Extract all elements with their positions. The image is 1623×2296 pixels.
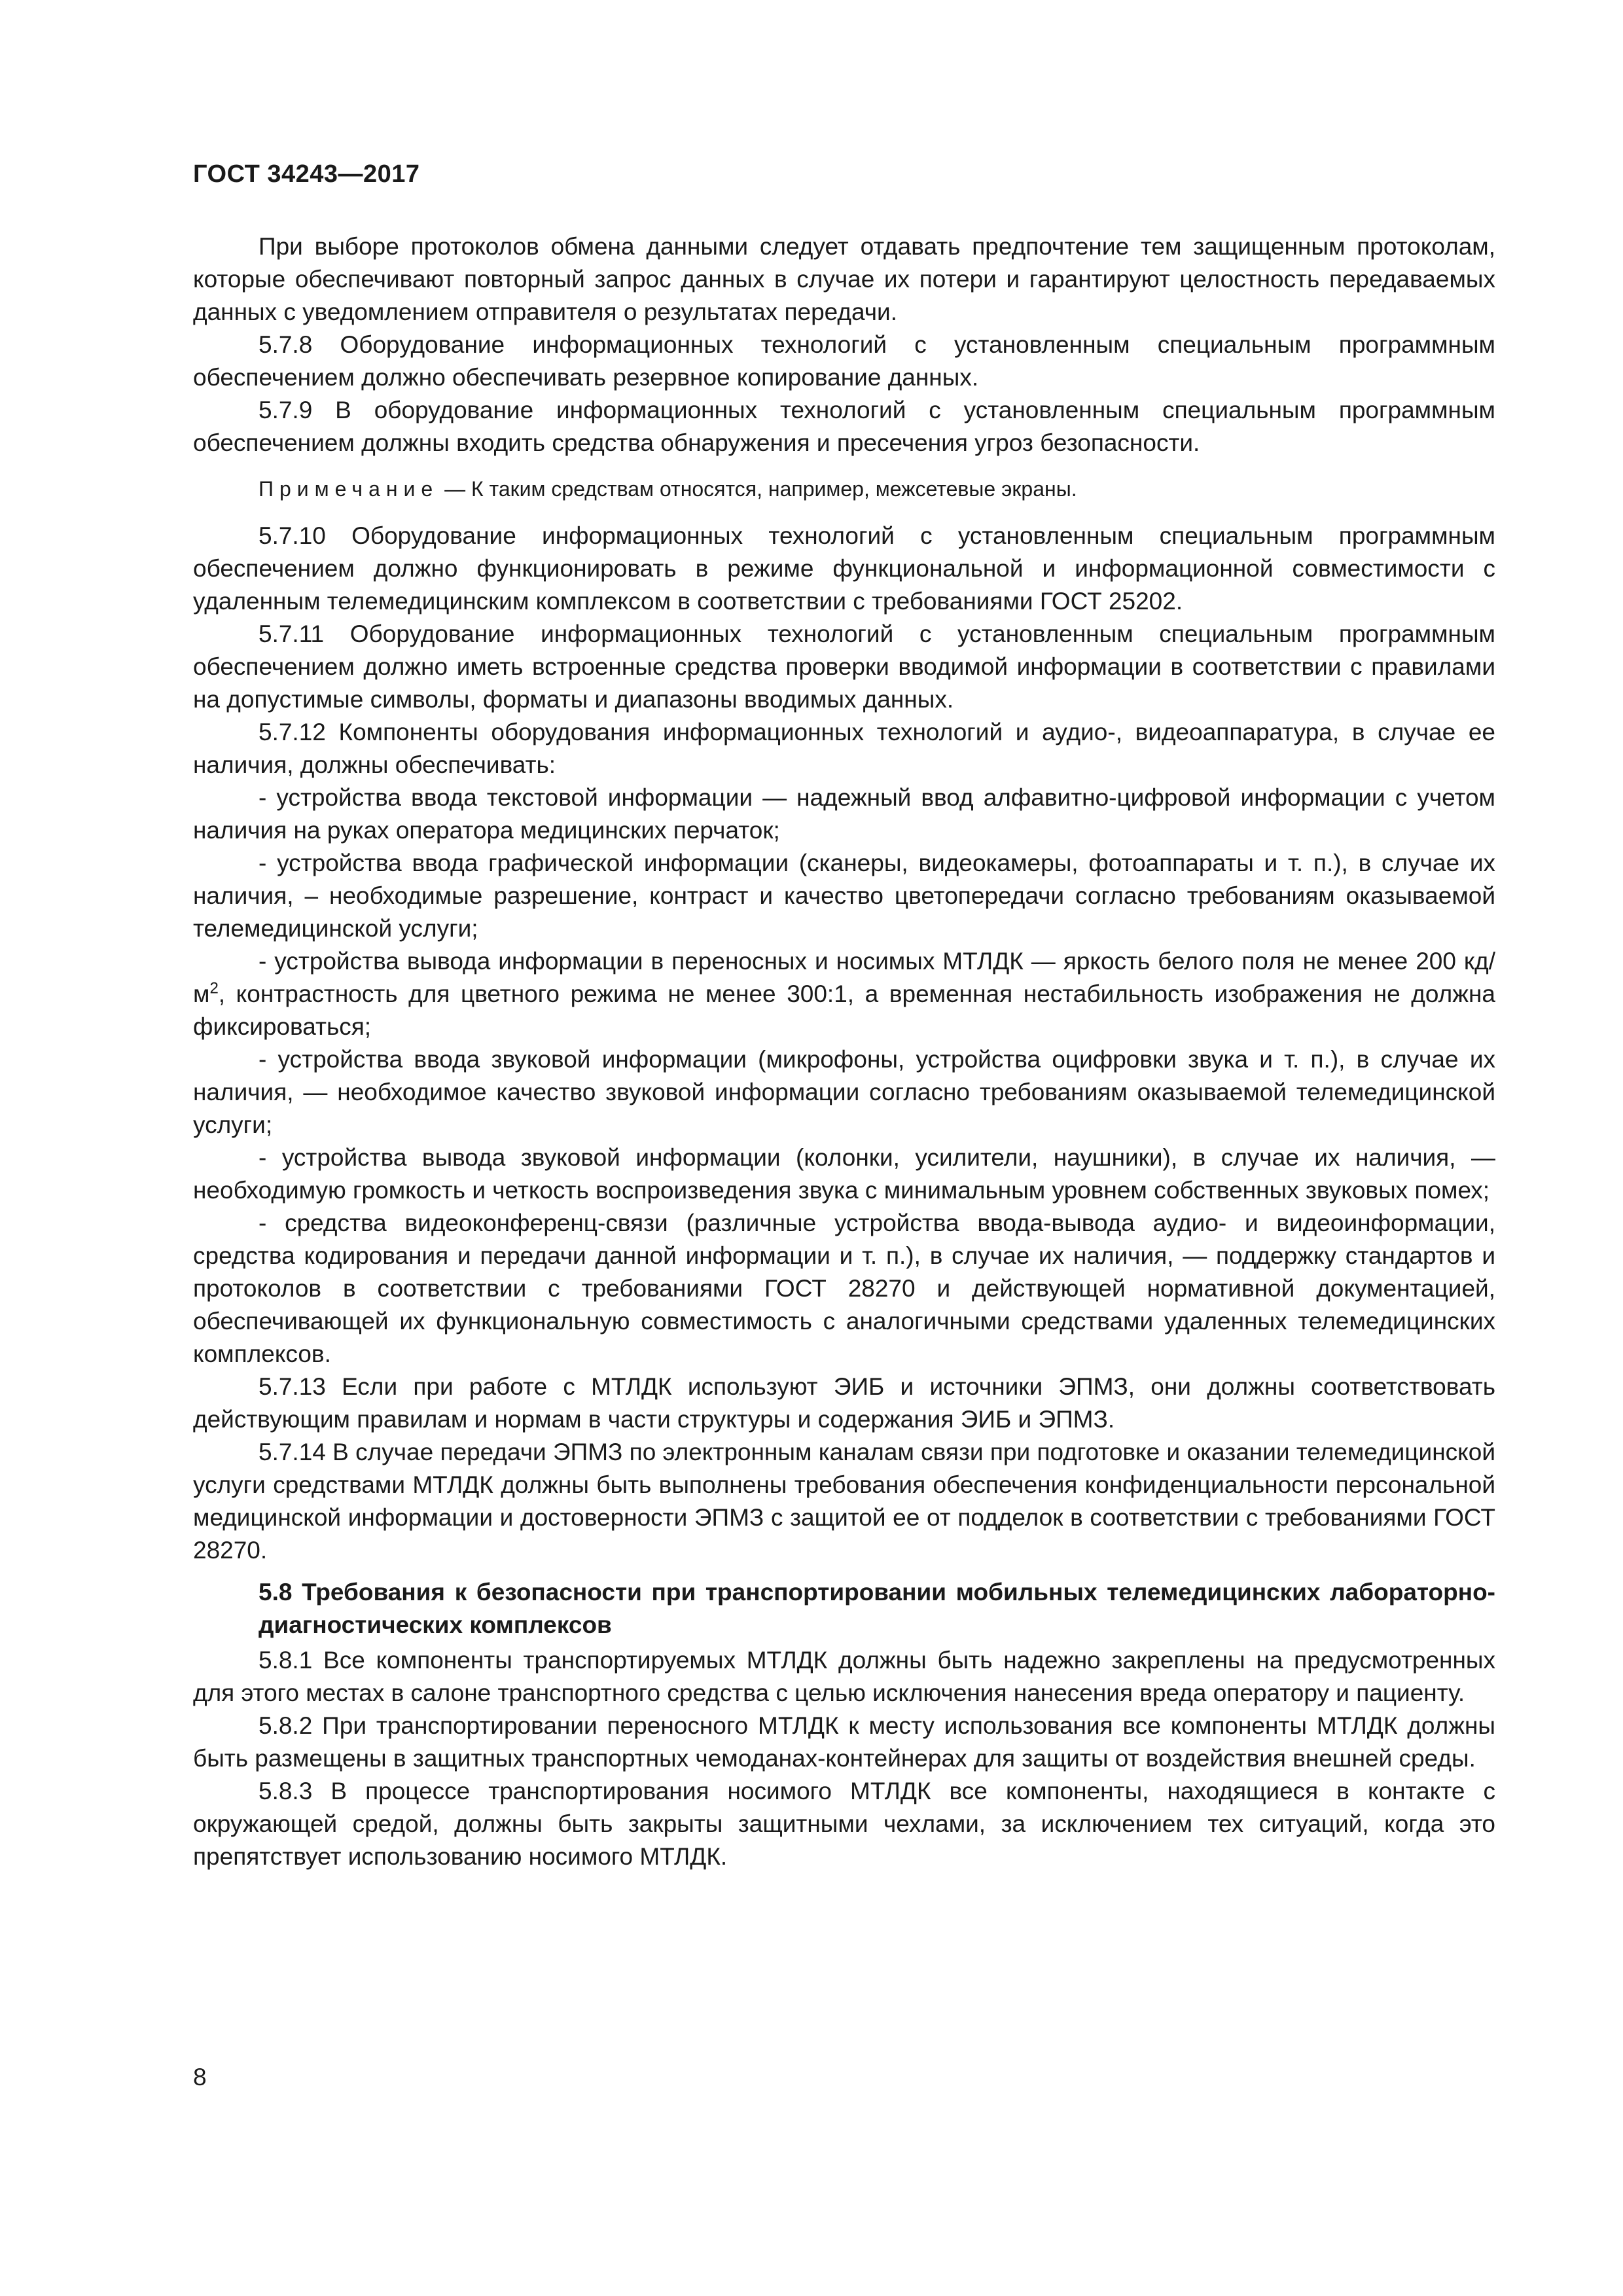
clause-5-7-12: 5.7.12 Компоненты оборудования информационных технологий и аудио-, видеоаппаратура, в случае ее наличия, должны обеспечивать: [193, 719, 1495, 778]
clause-5-8-2: 5.8.2 При транспортировании переносного МТЛДК к месту использования все компоненты МТЛДК должны быть размещены в защитных транспортных чемоданах-контейнерах для защиты от воздействия внешней среды. [193, 1712, 1495, 1772]
clause-5-7-8: 5.7.8 Оборудование информационных технологий с установленным специальным программным обеспечением должно обеспечивать резервное копирование данных. [193, 331, 1495, 391]
list-item-text-input: - устройства ввода текстовой информации — надежный ввод алфавитно-цифровой информации с учетом наличия на руках оператора медицинских перчаток; [193, 784, 1495, 844]
document-body [193, 230, 1495, 1873]
section-heading-5-8: 5.8 Требования к безопасности при транспортировании мобильных телемедицинских лабораторно-диагностических комплексов [259, 1579, 1495, 1638]
list-item-audio-output: - устройства вывода звуковой информации (колонки, усилители, наушники), в случае их наличия, — необходимую громкость и четкость воспроизведения звука с минимальным уровнем собственных звуковых помех; [193, 1144, 1495, 1204]
clause-5-8-1: 5.8.1 Все компоненты транспортируемых МТЛДК должны быть надежно закреплены на предусмотренных для этого местах в салоне транспортного средства с целью исключения нанесения вреда оператору и пациенту. [193, 1647, 1495, 1706]
superscript-2: 2 [209, 979, 219, 997]
list-item-graphic-input: - устройства ввода графической информации (сканеры, видеокамеры, фотоаппараты и т. п.), в случае их наличия, – необходимые разрешение, контраст и качество цветопередачи согласно требованиям оказываемой телемедицинской услуги; [193, 850, 1495, 942]
note [193, 474, 1495, 504]
document-header: ГОСТ 34243—2017 [193, 160, 420, 188]
page-number: 8 [193, 2064, 207, 2090]
clause-5-7-10: 5.7.10 Оборудование информационных технологий с установленным специальным программным обеспечением должно функционировать в режиме функциональной и информационной совместимости с удаленным телемедицинским комплексом в соответствии с требованиями ГОСТ 25202. [193, 522, 1495, 615]
note-label: Примечание [259, 477, 439, 501]
list-item-display-output [193, 945, 1495, 1043]
clause-5-7-14: 5.7.14 В случае передачи ЭПМЗ по электронным каналам связи при подготовке и оказании телемедицинской услуги средствами МТЛДК должны быть выполнены требования обеспечения конфиденциальности персональной медицинской информации и достоверности ЭПМЗ с защитой ее от подделок в соответствии с требованиями ГОСТ 28270. [193, 1439, 1495, 1564]
clause-5-7-9: 5.7.9 В оборудование информационных технологий с установленным специальным программным обеспечением должны входить средства обнаружения и пресечения угроз безопасности. [193, 397, 1495, 456]
clause-5-8-3: 5.8.3 В процессе транспортирования носимого МТЛДК все компоненты, находящиеся в контакте с окружающей средой, должны быть закрыты защитными чехлами, за исключением тех ситуаций, когда это препятствует использованию носимого МТЛДК. [193, 1778, 1495, 1870]
list-item-display-output-b: , контрастность для цветного режима не менее 300:1, а временная нестабильность изображения не должна фиксироваться; [193, 980, 1495, 1040]
clause-5-7-13: 5.7.13 Если при работе с МТЛДК используют ЭИБ и источники ЭПМЗ, они должны соответствовать действующим правилам и нормам в части структуры и содержания ЭИБ и ЭПМЗ. [193, 1373, 1495, 1433]
list-item-audio-input: - устройства ввода звуковой информации (микрофоны, устройства оцифровки звука и т. п.), в случае их наличия, — необходимое качество звуковой информации согласно требованиям оказываемой телемедицинской услуги; [193, 1046, 1495, 1138]
list-item-display-output-a: - устройства вывода информации в переносных и носимых МТЛДК — яркость белого поля не менее 200 кд/м [193, 948, 1495, 1007]
list-item-videoconference: - средства видеоконференц-связи (различные устройства ввода-вывода аудио- и видеоинформации, средства кодирования и передачи данной информации и т. п.), в случае их наличия, — поддержку стандартов и протоколов в соответствии с требованиями ГОСТ 28270 и действующей нормативной документацией, обеспечивающей их функциональную совместимость с аналогичными средствами удаленных телемедицинских комплексов. [193, 1210, 1495, 1367]
note-text: — К таким средствам относятся, например, межсетевые экраны. [438, 477, 1077, 501]
clause-5-7-11: 5.7.11 Оборудование информационных технологий с установленным специальным программным обеспечением должно иметь встроенные средства проверки вводимой информации в соответствии с правилами на допустимые символы, форматы и диапазоны вводимых данных. [193, 620, 1495, 713]
paragraph-intro: При выборе протоколов обмена данными следует отдавать предпочтение тем защищенным протоколам, которые обеспечивают повторный запрос данных в случае их потери и гарантируют целостность передаваемых данных с уведомлением отправителя о результатах передачи. [193, 233, 1495, 325]
